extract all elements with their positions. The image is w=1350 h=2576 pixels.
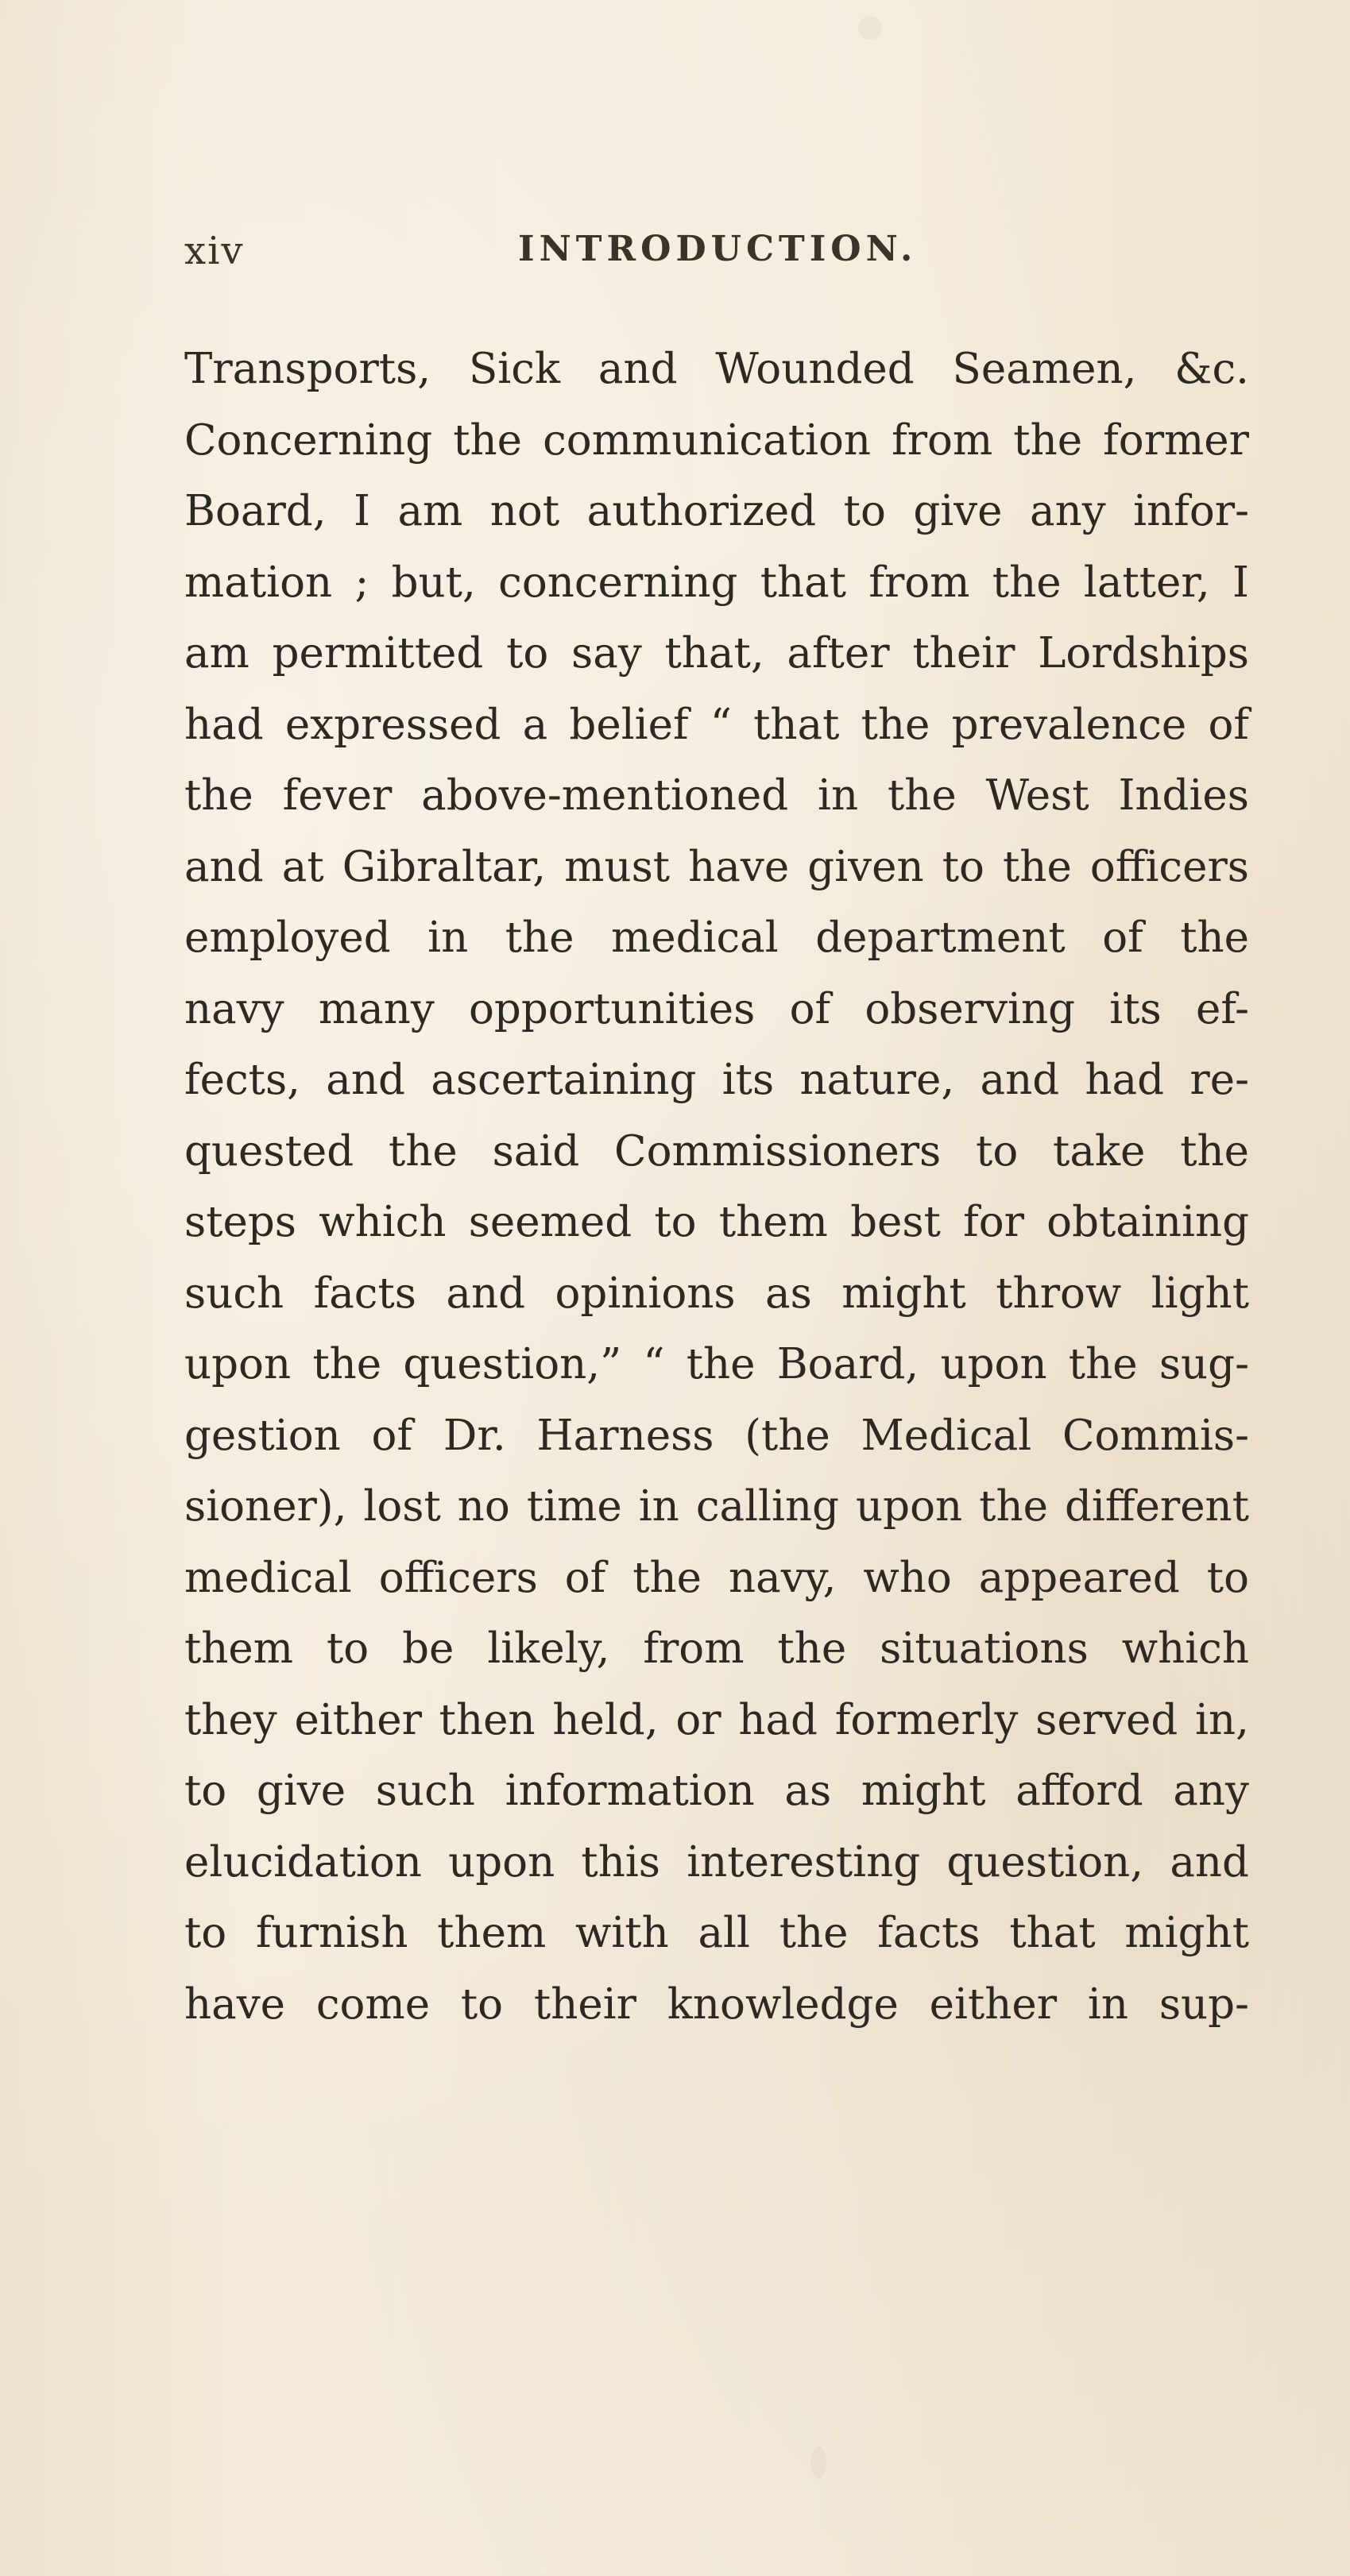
text-line: gestion of Dr. Harness (the Medical Commis- [184, 1411, 1249, 1460]
text-line: mation ; but, concerning that from the latter, I [184, 558, 1249, 607]
text-line: navy many opportunities of observing its ef- [184, 984, 1249, 1033]
body-text [184, 334, 1249, 2040]
text-line: medical officers of the navy, who appeared to [184, 1553, 1249, 1602]
text-line: they either then held, or had formerly served in, [184, 1695, 1249, 1744]
text-line: quested the said Commissioners to take the [184, 1126, 1249, 1176]
text-line: Board, I am not authorized to give any infor- [184, 487, 1249, 535]
text-line: Transports, Sick and Wounded Seamen, &c. [184, 345, 1249, 393]
text-line: to furnish them with all the facts that might [184, 1909, 1249, 1957]
text-line: had expressed a belief “ that the prevalence of [184, 700, 1249, 749]
text-line: fects, and ascertaining its nature, and had re- [184, 1056, 1249, 1104]
text-line: them to be likely, from the situations which [184, 1624, 1249, 1673]
text-line: the fever above-mentioned in the West Indies [184, 771, 1249, 820]
text-line: sioner), lost no time in calling upon the different [184, 1482, 1249, 1531]
paper-blemish [858, 16, 882, 40]
paper-blemish [810, 2447, 826, 2478]
text-line: have come to their knowledge either in sup- [184, 1979, 1249, 2029]
text-line: employed in the medical department of the [184, 913, 1249, 962]
text-line: such facts and opinions as might throw light [184, 1269, 1249, 1318]
running-title: INTRODUCTION. [518, 229, 918, 269]
text-line: elucidation upon this interesting question, and [184, 1837, 1249, 1887]
page-number: xiv [184, 229, 245, 273]
text-line: steps which seemed to them best for obtaining [184, 1198, 1249, 1246]
page-header [184, 229, 1249, 276]
text-line: upon the question,” “ the Board, upon the sug- [184, 1340, 1249, 1388]
text-line: Concerning the communication from the former [184, 415, 1249, 465]
text-line: am permitted to say that, after their Lordships [184, 629, 1249, 678]
text-line: to give such information as might afford any [184, 1767, 1249, 1815]
text-line: and at Gibraltar, must have given to the officers [184, 842, 1249, 891]
